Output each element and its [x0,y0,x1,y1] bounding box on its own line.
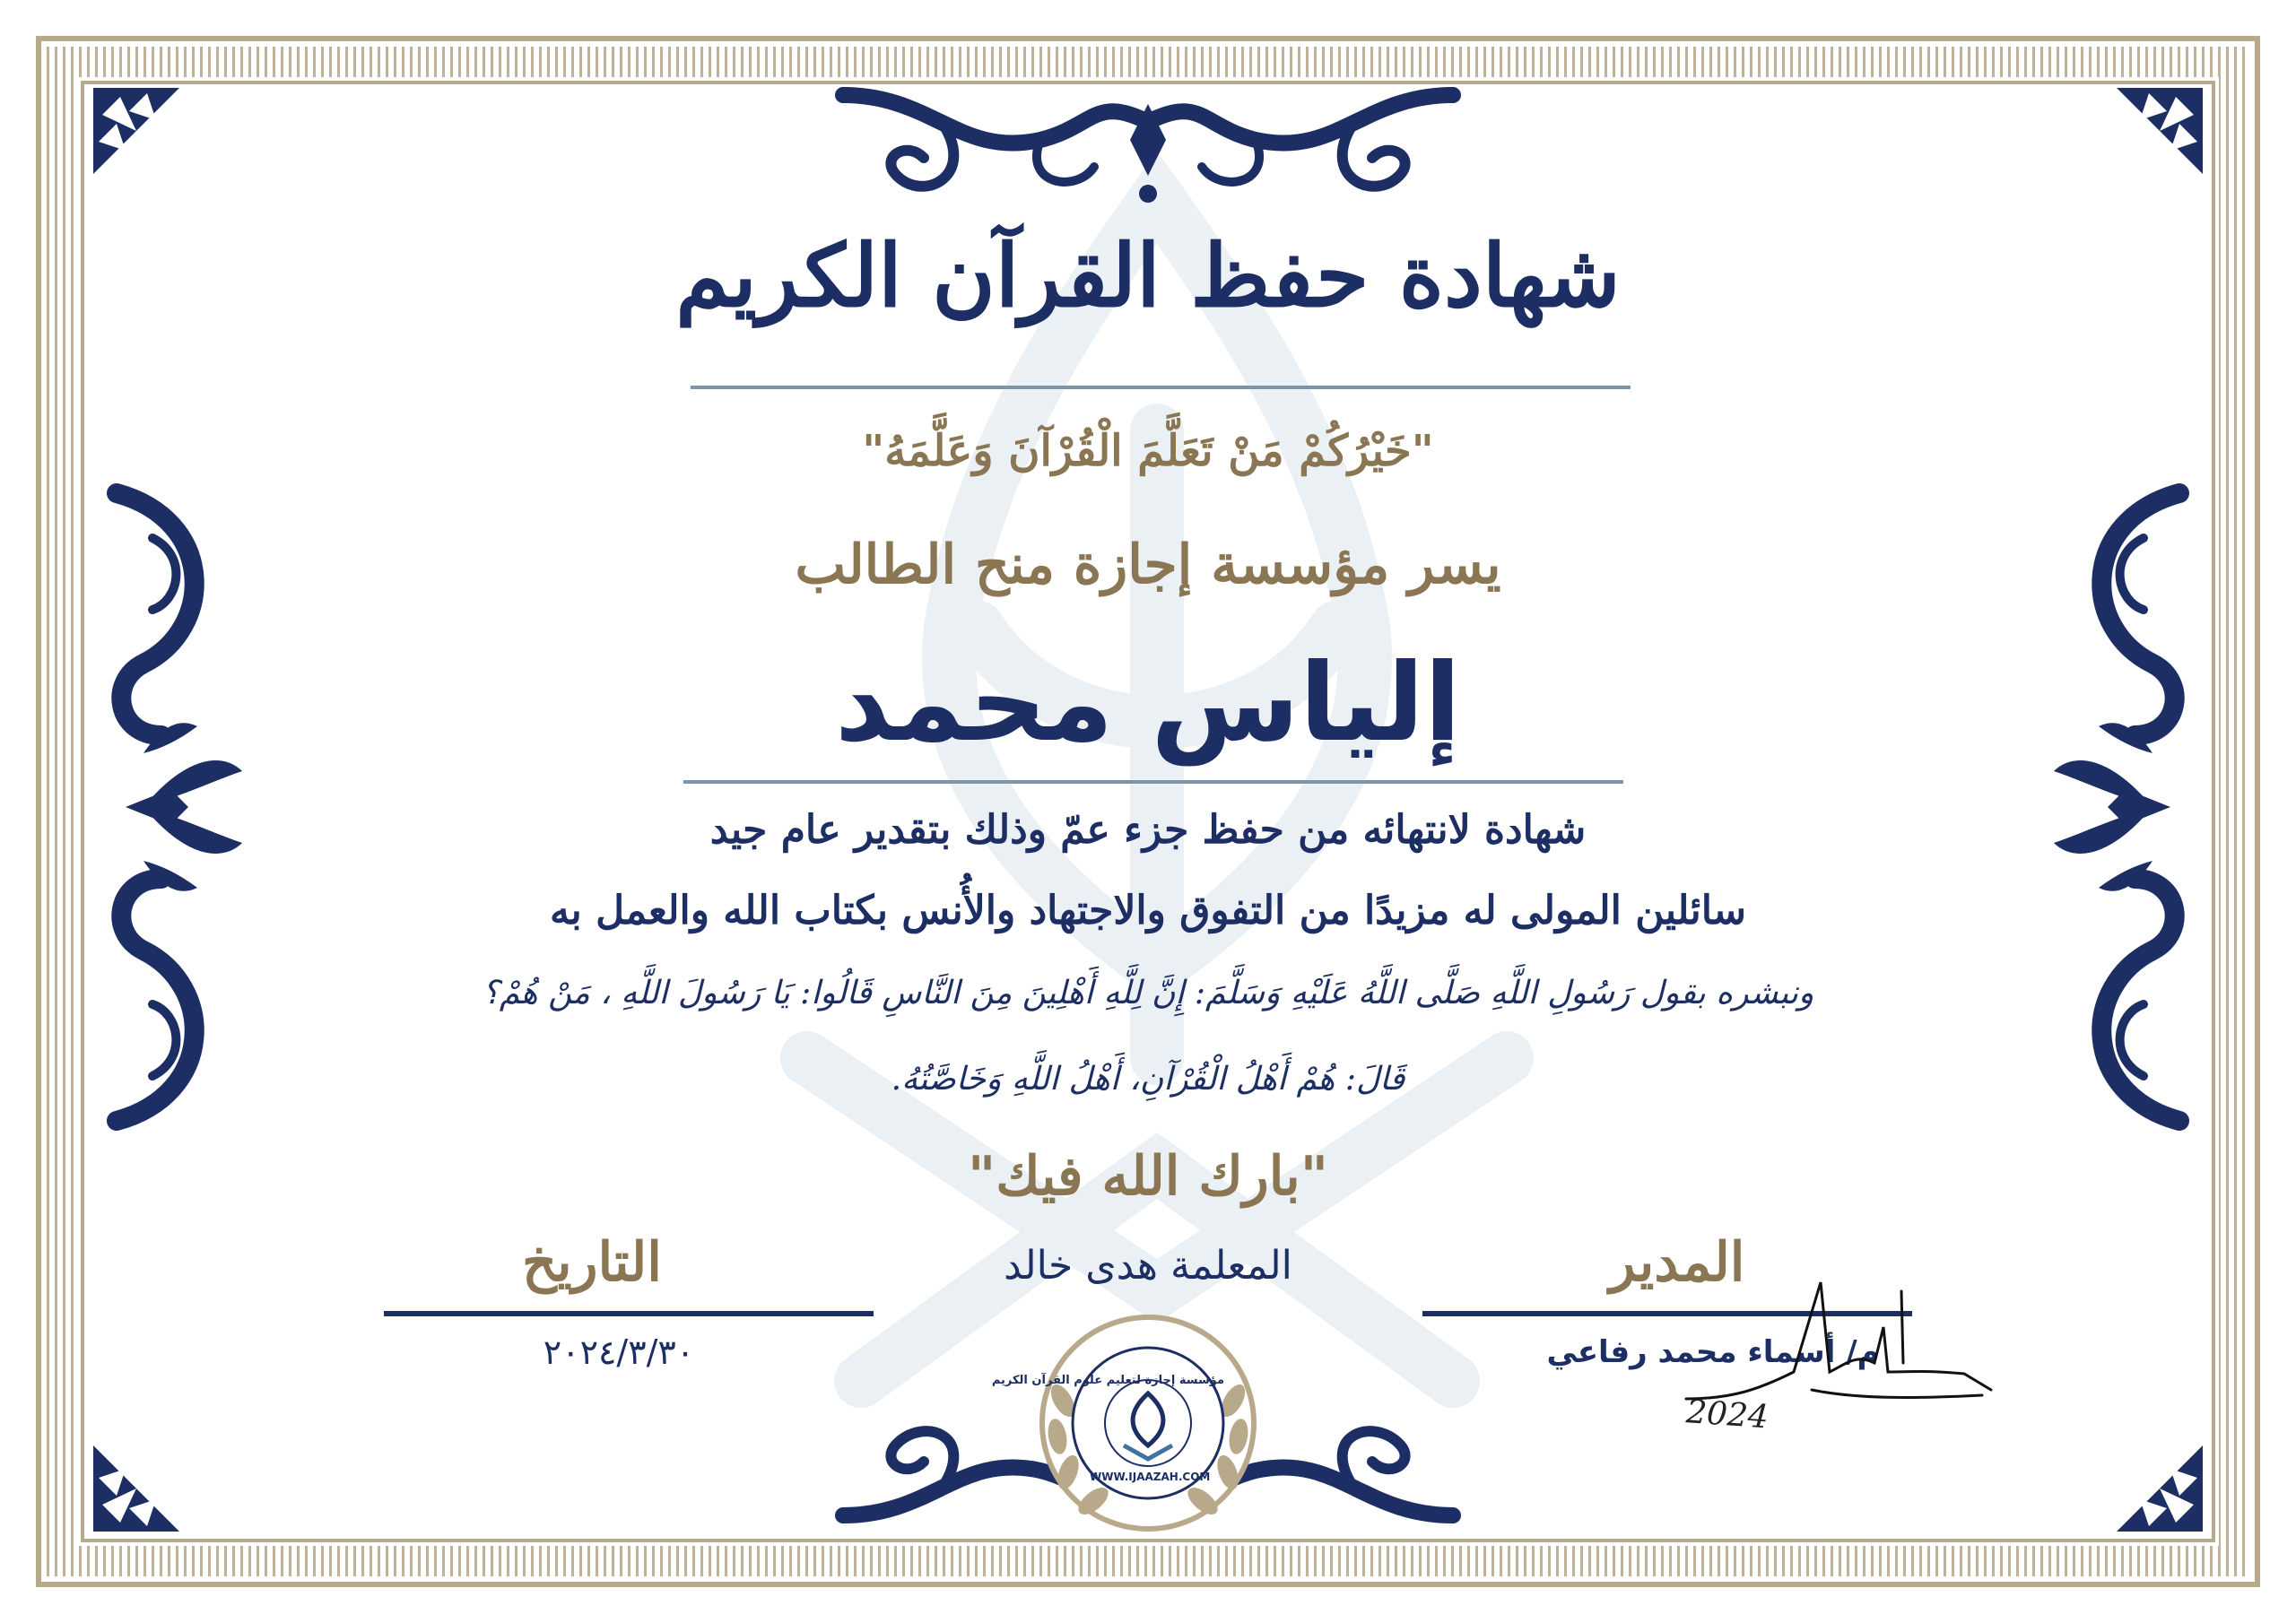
student-name: إلياس محمد [834,641,1462,766]
body-line-4: قَالَ: هُمْ أَهْلُ الْقُرْآنِ، أَهْلُ اللَّهِ وَخَاصَّتُهُ. [891,1061,1405,1098]
corner-ornament-bottom-left-icon [93,1445,179,1532]
top-flourish-ornament [825,86,1471,212]
signature-year: 2024 [1684,1393,1770,1436]
director-name: م/ أسماء محمد رفاعي [1546,1334,1880,1370]
director-label: المدير [1609,1231,1745,1294]
corner-ornament-bottom-right-icon [2117,1445,2203,1532]
blessing-text: "بارك الله فيك" [967,1145,1329,1208]
hadith-quote: "خَيْرُكُمْ مَنْ تَعَلَّمَ الْقُرْآنَ وَعَلَّمَهُ" [862,426,1434,476]
corner-ornament-top-right-icon [2117,88,2203,174]
certificate-title: شهادة حفظ القرآن الكريم [675,225,1621,326]
institution-seal [991,1311,1260,1535]
seal-url: WWW.IJAAZAH.COM [1090,1471,1211,1483]
body-line-3: ونبشره بقول رَسُولِ اللَّهِ صَلَّى اللَّهُ عَلَيْهِ وَسَلَّمَ: إِنَّ لِلَّهِ أَهْلِينَ مِنَ النَّاسِ قَالُوا: يَا رَسُولَ اللَّهِ ، مَنْ هُمْ؟ [482,975,1814,1011]
teacher-name: المعلمة هدى خالد [1004,1243,1292,1289]
title-rule [691,386,1631,389]
seal-laurel-icon [991,1311,1260,1535]
body-line-1: شهادة لانتهائه من حفظ جزء عمّ وذلك بتقدير عام جيد [709,807,1587,853]
date-rule [384,1311,874,1316]
date-value: ٢٠٢٤/٣/٣٠ [543,1332,695,1372]
seal-text: مؤسسة إجازة لتعليم علوم القرآن الكريم [991,1374,1224,1387]
intro-line: يسر مؤسسة إجازة منح الطالب [795,534,1501,596]
corner-ornament-top-left-icon [93,88,179,174]
name-rule [683,780,1623,784]
date-label: التاريخ [522,1231,662,1294]
body-line-2: سائلين المولى له مزيدًا من التفوق والاجتهاد والأُنس بكتاب الله والعمل به [549,888,1747,933]
